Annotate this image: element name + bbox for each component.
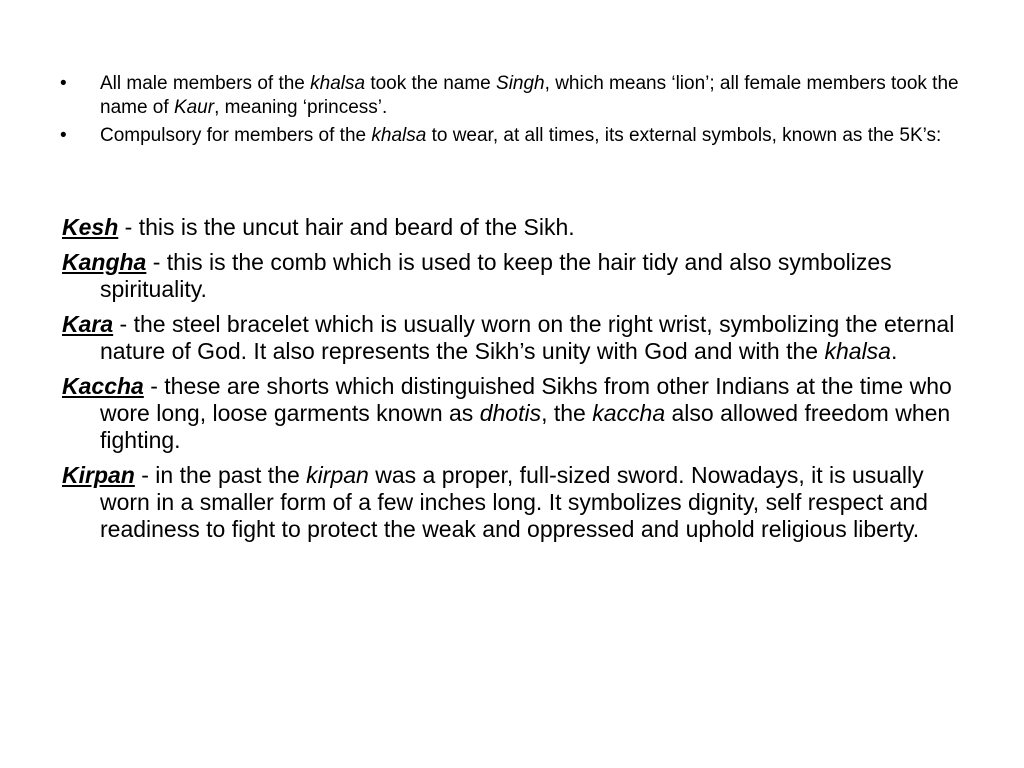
term-description: - these are shorts which distinguished Sikhs from other Indians at the time who wore long, loose garments known as xyxy=(100,373,952,426)
text-run: also allowed freedom when fighting. xyxy=(100,400,951,453)
term-name: Kangha xyxy=(62,249,147,275)
term-kangha xyxy=(62,249,972,303)
italic-term: kaccha xyxy=(592,400,666,426)
italic-term: khalsa xyxy=(310,73,366,94)
five-ks-list xyxy=(62,214,972,551)
term-description: - this is the uncut hair and beard of the Sikh. xyxy=(118,214,575,240)
italic-term: Kaur xyxy=(173,97,215,118)
term-kaccha xyxy=(62,373,972,454)
term-kesh xyxy=(62,214,972,241)
italic-term: khalsa xyxy=(824,338,891,364)
term-description: - the steel bracelet which is usually worn on the right wrist, symbolizing the eternal nature of God. It also represents the Sikh’s unity with God and with the xyxy=(100,311,955,364)
text-run: Compulsory for members of the xyxy=(100,125,372,146)
bullet-list xyxy=(60,72,960,152)
term-name: Kesh xyxy=(62,214,119,240)
bullet-text xyxy=(100,125,941,146)
text-run: , which means ‘lion’; all female members took the name of xyxy=(100,73,959,118)
italic-term: dhotis xyxy=(479,400,542,426)
italic-term: Singh xyxy=(496,73,545,94)
term-description: - this is the comb which is used to keep the hair tidy and also symbolizes spirituality. xyxy=(100,249,892,302)
italic-term: kirpan xyxy=(306,462,369,488)
text-run: . xyxy=(890,338,898,364)
text-run: , the xyxy=(541,400,593,426)
text-run: , meaning ‘princess’. xyxy=(214,97,388,118)
bullet-text xyxy=(100,73,959,118)
italic-term: khalsa xyxy=(371,125,427,146)
term-description: - in the past the xyxy=(134,462,307,488)
bullet-marker: • xyxy=(60,73,67,94)
term-name: Kirpan xyxy=(62,462,135,488)
term-name: Kara xyxy=(62,311,114,337)
term-kirpan xyxy=(62,462,972,543)
term-kara xyxy=(62,311,972,365)
bullet-marker: • xyxy=(60,125,67,146)
bullet-item xyxy=(60,72,960,120)
text-run: took the name xyxy=(365,73,497,94)
term-name: Kaccha xyxy=(62,373,144,399)
text-run: to wear, at all times, its external symbols, known as the 5K’s: xyxy=(426,125,942,146)
text-run: was a proper, full-sized sword. Nowadays, it is usually worn in a smaller form of a few inches long. It symbolizes dignity, self respect and readiness to fight to protect the weak and oppressed and uphold religious liberty. xyxy=(100,462,928,542)
text-run: All male members of the xyxy=(100,73,311,94)
bullet-item xyxy=(60,124,960,148)
